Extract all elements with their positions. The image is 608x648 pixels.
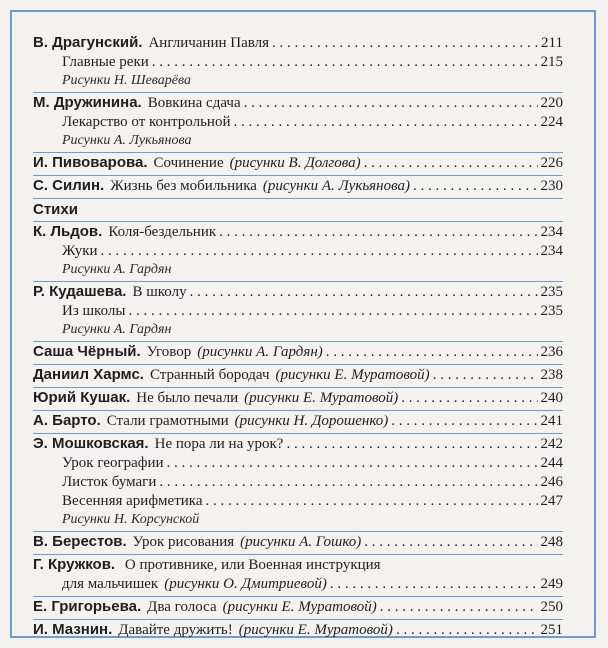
toc-line bbox=[33, 454, 563, 473]
toc-entry-ldov bbox=[33, 222, 563, 282]
entry-illustrator: (рисунки Е. Муратовой) bbox=[238, 622, 393, 638]
entry-author: Г. Кружков. bbox=[33, 556, 116, 573]
toc-line bbox=[33, 113, 563, 132]
entry-page: 246 bbox=[540, 474, 563, 490]
toc-line bbox=[33, 434, 563, 454]
entry-illustrator: (рисунки Е. Муратовой) bbox=[244, 390, 399, 406]
dot-leader bbox=[326, 343, 538, 362]
toc-line bbox=[33, 222, 563, 242]
entry-author: А. Барто. bbox=[33, 412, 101, 429]
entry-page: 236 bbox=[540, 344, 563, 360]
toc-entry-barto bbox=[33, 411, 563, 434]
entry-illustrator: (рисунки А. Гошко) bbox=[240, 534, 362, 550]
entry-author: К. Льдов. bbox=[33, 223, 103, 240]
entry-illustrator: (рисунки А. Лукьянова) bbox=[262, 178, 410, 194]
dot-leader bbox=[206, 492, 538, 511]
toc-entry-kushak bbox=[33, 388, 563, 411]
entry-title: Жуки bbox=[62, 243, 98, 259]
entry-page: 248 bbox=[540, 534, 563, 550]
dot-leader bbox=[401, 389, 537, 408]
entry-author: И. Мазнин. bbox=[33, 621, 113, 638]
toc-line bbox=[33, 342, 563, 362]
entry-illustrator: (рисунки Н. Дорошенко) bbox=[234, 413, 389, 429]
toc-line bbox=[33, 597, 563, 617]
dot-leader bbox=[244, 94, 538, 113]
toc-line bbox=[33, 302, 563, 321]
illustration-credit: Рисунки А. Гардян bbox=[62, 322, 172, 337]
entry-author: В. Драгунский. bbox=[33, 34, 143, 51]
toc-entry-grigorieva bbox=[33, 597, 563, 620]
toc-line bbox=[33, 93, 563, 113]
entry-title: Не было печали bbox=[136, 390, 239, 406]
toc-line bbox=[33, 575, 563, 594]
dot-leader bbox=[433, 366, 538, 385]
entry-title: Весенняя арифметика bbox=[62, 493, 203, 509]
toc-entry-silin bbox=[33, 176, 563, 199]
dot-leader bbox=[286, 435, 537, 454]
entry-illustrator: (рисунки В. Долгова) bbox=[229, 155, 361, 171]
toc-line bbox=[33, 388, 563, 408]
entry-author: М. Дружинина. bbox=[33, 94, 142, 111]
toc-line bbox=[33, 473, 563, 492]
entry-page: 244 bbox=[540, 455, 563, 471]
toc-entry-maznin bbox=[33, 620, 563, 642]
toc-entry-berestov bbox=[33, 532, 563, 555]
entry-title: Давайте дружить! bbox=[118, 622, 233, 638]
table-of-contents bbox=[33, 33, 563, 642]
toc-entry-kudasheva bbox=[33, 282, 563, 342]
entry-author: В. Берестов. bbox=[33, 533, 127, 550]
toc-entry-druzhinina bbox=[33, 93, 563, 153]
entry-title: Не пора ли на урок? bbox=[154, 436, 284, 452]
dot-leader bbox=[233, 113, 537, 132]
entry-author: И. Пивоварова. bbox=[33, 154, 148, 171]
toc-line bbox=[33, 620, 563, 640]
toc-line bbox=[33, 411, 563, 431]
entry-title: Урок географии bbox=[62, 455, 164, 471]
entry-title-continued: для мальчишек bbox=[62, 576, 159, 592]
dot-leader bbox=[101, 242, 538, 261]
entry-title: О противнике, или Военная инструкция bbox=[124, 557, 381, 573]
toc-entry-kruzhkov bbox=[33, 555, 563, 597]
entry-page: 234 bbox=[540, 243, 563, 259]
section-heading-poems: Стихи bbox=[33, 199, 563, 222]
toc-entry-dragunsky bbox=[33, 33, 563, 93]
entry-title: Листок бумаги bbox=[62, 474, 157, 490]
dot-leader bbox=[167, 454, 538, 473]
dot-leader bbox=[152, 53, 538, 72]
toc-line bbox=[33, 33, 563, 53]
dot-leader bbox=[190, 283, 538, 302]
entry-title: Жизнь без мобильника bbox=[110, 178, 257, 194]
entry-title: Вовкина сдача bbox=[147, 95, 241, 111]
dot-leader bbox=[128, 302, 537, 321]
entry-page: 226 bbox=[540, 155, 563, 171]
entry-author: Р. Кудашева. bbox=[33, 283, 127, 300]
entry-page: 230 bbox=[540, 178, 563, 194]
dot-leader bbox=[364, 533, 537, 552]
toc-line bbox=[33, 53, 563, 72]
toc-entry-cherny bbox=[33, 342, 563, 365]
entry-title: Странный бородач bbox=[149, 367, 270, 383]
entry-page: 241 bbox=[540, 413, 563, 429]
entry-title: В школу bbox=[132, 284, 187, 300]
toc-line bbox=[33, 532, 563, 552]
dot-leader bbox=[219, 223, 537, 242]
entry-title: Два голоса bbox=[147, 599, 217, 615]
dot-leader bbox=[396, 621, 538, 640]
entry-page: 250 bbox=[540, 599, 563, 615]
dot-leader bbox=[330, 575, 538, 594]
toc-entry-moshkovskaya bbox=[33, 434, 563, 532]
entry-author: Е. Григорьева. bbox=[33, 598, 142, 615]
entry-page: 240 bbox=[540, 390, 563, 406]
illustration-credit: Рисунки Н. Шеварёва bbox=[62, 73, 191, 88]
entry-page: 249 bbox=[540, 576, 563, 592]
toc-line bbox=[33, 176, 563, 196]
dot-leader bbox=[380, 598, 538, 617]
entry-author: Юрий Кушак. bbox=[33, 389, 131, 406]
entry-title: Англичанин Павля bbox=[148, 35, 270, 51]
dot-leader bbox=[364, 154, 538, 173]
entry-illustrator: (рисунки А. Гардян) bbox=[197, 344, 323, 360]
toc-line bbox=[33, 555, 563, 575]
entry-page: 238 bbox=[540, 367, 563, 383]
toc-line bbox=[33, 242, 563, 261]
entry-author: С. Силин. bbox=[33, 177, 105, 194]
toc-entry-pivovarova bbox=[33, 153, 563, 176]
entry-title: Урок рисования bbox=[132, 534, 235, 550]
entry-page: 234 bbox=[540, 224, 563, 240]
entry-illustrator: (рисунки Е. Муратовой) bbox=[222, 599, 377, 615]
entry-title: Стали грамотными bbox=[106, 413, 229, 429]
entry-page: 215 bbox=[540, 54, 563, 70]
dot-leader bbox=[413, 177, 538, 196]
entry-page: 211 bbox=[541, 35, 563, 51]
toc-line bbox=[33, 365, 563, 385]
entry-title: Лекарство от контрольной bbox=[62, 114, 231, 130]
entry-page: 242 bbox=[540, 436, 563, 452]
entry-title: Из школы bbox=[62, 303, 126, 319]
illustration-credit: Рисунки А. Лукьянова bbox=[62, 133, 192, 148]
entry-title: Сочинение bbox=[153, 155, 224, 171]
dot-leader bbox=[391, 412, 537, 431]
entry-author: Э. Мошковская. bbox=[33, 435, 149, 452]
entry-page: 251 bbox=[540, 622, 563, 638]
toc-line bbox=[33, 153, 563, 173]
entry-page: 247 bbox=[540, 493, 563, 509]
illustration-credit: Рисунки Н. Корсунской bbox=[62, 512, 200, 527]
entry-title: Главные реки bbox=[62, 54, 149, 70]
entry-author: Саша Чёрный. bbox=[33, 343, 141, 360]
entry-illustrator: (рисунки Е. Муратовой) bbox=[275, 367, 430, 383]
entry-title: Уговор bbox=[146, 344, 192, 360]
entry-page: 224 bbox=[540, 114, 563, 130]
illustration-credit: Рисунки А. Гардян bbox=[62, 262, 172, 277]
toc-line bbox=[33, 492, 563, 511]
entry-page: 220 bbox=[540, 95, 563, 111]
entry-illustrator: (рисунки О. Дмитриевой) bbox=[164, 576, 327, 592]
entry-author: Даниил Хармс. bbox=[33, 366, 144, 383]
toc-entry-kharms bbox=[33, 365, 563, 388]
entry-page: 235 bbox=[540, 303, 563, 319]
dot-leader bbox=[272, 34, 538, 53]
entry-title: Коля-бездельник bbox=[108, 224, 217, 240]
dot-leader bbox=[159, 473, 537, 492]
entry-page: 235 bbox=[540, 284, 563, 300]
toc-line bbox=[33, 282, 563, 302]
